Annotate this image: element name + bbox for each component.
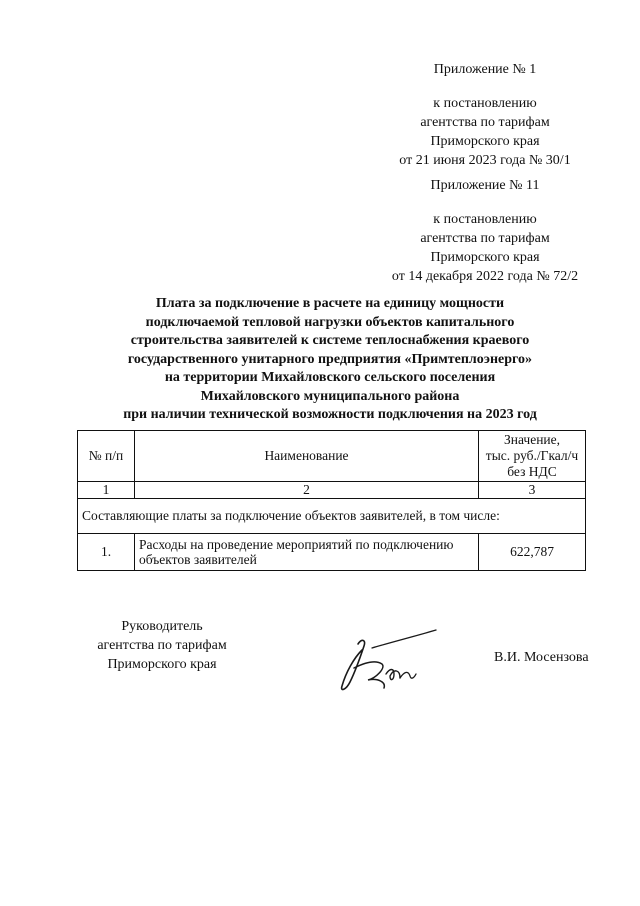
table-header-row [78,431,586,482]
table-index-row [78,482,586,499]
title-line: Плата за подключение в расчете на единицу мощности [155,296,505,311]
signer-line: Приморского края [107,657,217,672]
appendix-2-line: Приморского края [430,250,540,265]
appendix-1-line: Приморского края [430,134,540,149]
appendix-1-line: к постановлению [433,96,537,111]
signer-block [82,617,242,674]
row-value: 622,787 [479,534,586,571]
header-value [479,431,586,482]
row-num: 1. [78,534,135,571]
document-title [60,295,600,425]
title-line: при наличии технической возможности подключения на 2023 год [123,407,537,422]
row-name [135,534,479,571]
handwritten-signature [332,628,442,698]
header-value-line: Значение, [503,432,561,447]
appendix-2-header [375,176,595,286]
table-section-row [78,499,586,534]
index-cell: 2 [135,482,479,499]
header-name: Наименование [135,431,479,482]
index-cell: 3 [479,482,586,499]
title-line: подключаемой тепловой нагрузки объектов капитального [145,314,515,330]
signee-name: В.И. Мосензова [494,650,589,665]
title-line: государственного унитарного предприятия «Примтеплоэнерго» [127,351,533,367]
header-value-line: без НДС [507,464,557,479]
signer-line: Руководитель [121,619,203,634]
appendix-1-title: Приложение № 1 [433,62,537,77]
header-num: № п/п [78,431,135,482]
header-value-line: тыс. руб./Гкал/ч [485,448,579,463]
appendix-2-title: Приложение № 11 [430,178,540,193]
appendix-2-line: агентства по тарифам [420,231,550,246]
title-line: на территории Михайловского сельского поселения [164,370,496,385]
index-cell: 1 [78,482,135,499]
appendix-1-header [375,60,595,170]
appendix-1-line: от 21 июня 2023 года № 30/1 [399,153,571,168]
title-line: строительства заявителей к системе теплоснабжения краевого [130,333,530,348]
row-name-line: объектов заявителей [139,552,257,567]
appendix-2-line: от 14 декабря 2022 года № 72/2 [391,269,579,284]
tariff-table [77,430,586,571]
appendix-2-line: к постановлению [433,212,537,227]
appendix-1-line: агентства по тарифам [420,115,550,130]
table-row [78,534,586,571]
signer-line: агентства по тарифам [97,638,227,653]
row-name-line: Расходы на проведение мероприятий по подключению [139,537,454,552]
title-line: Михайловского муниципального района [200,388,460,404]
section-label: Составляющие платы за подключение объектов заявителей, в том числе: [78,499,586,534]
